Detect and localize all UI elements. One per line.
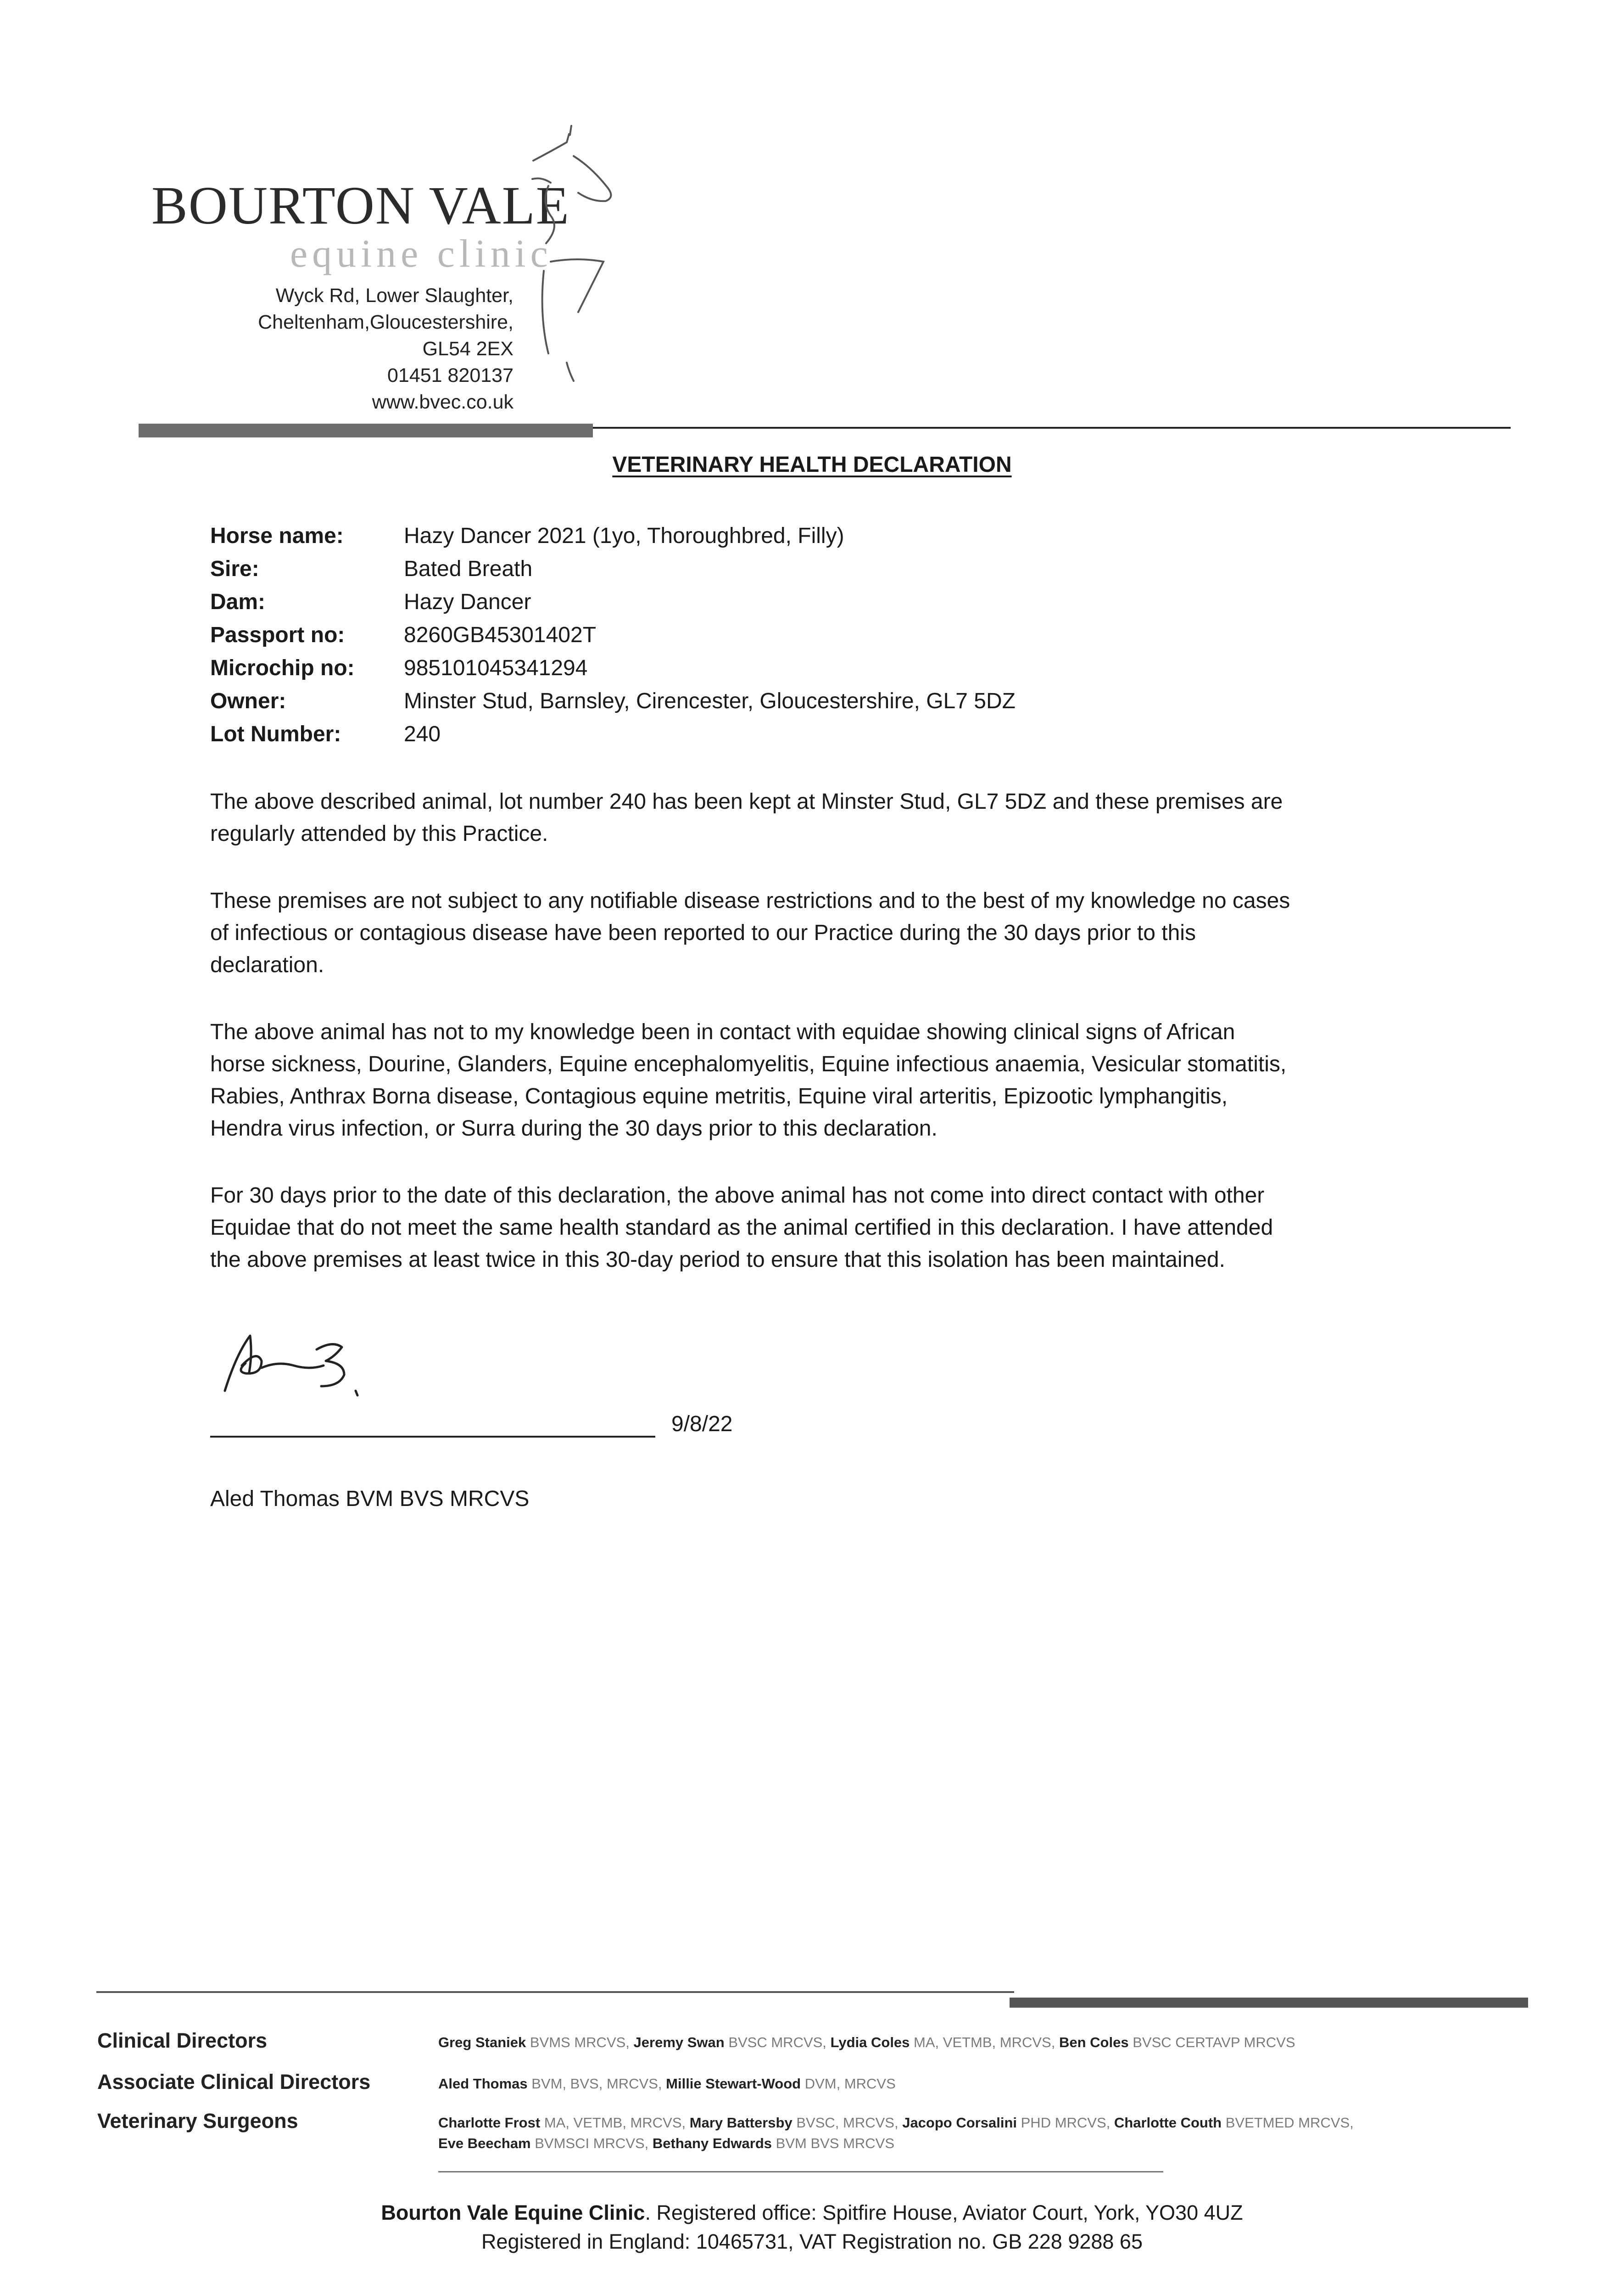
paragraph-line: regularly attended by this Practice.: [210, 822, 548, 846]
handwritten-signature: [218, 1322, 434, 1414]
paragraph-line: These premises are not subject to any notifiable disease restrictions and to the best of my knowledge no cases: [210, 889, 1290, 913]
registered-office-address: . Registered office: Spitfire House, Aviator Court, York, YO30 4UZ: [645, 2201, 1243, 2224]
clinical-directors-label: Clinical Directors: [97, 2029, 268, 2052]
horse-head-logo: [523, 124, 642, 390]
header-rule-thin: [593, 427, 1511, 429]
clinical-directors-list: Greg Staniek BVMS MRCVS, Jeremy Swan BVSC MRCVS, Lydia Coles MA, VETMB, MRCVS, Ben Coles BVSC CERTAVP MRCVS: [438, 2034, 1295, 2050]
header-rule-thick: [139, 424, 593, 437]
dam-label: Dam:: [210, 590, 266, 614]
veterinary-surgeons-list-line1: Charlotte Frost MA, VETMB, MRCVS, Mary Battersby BVSC, MRCVS, Jacopo Corsalini PHD MRCVS, Charlotte Couth BVETMED MRCVS,: [438, 2115, 1354, 2131]
horse-name-label: Horse name:: [210, 524, 344, 548]
footer-rule-thin: [96, 1991, 1014, 1993]
address-line: Cheltenham,Gloucestershire,: [258, 311, 513, 333]
microchip-value: 985101045341294: [404, 656, 588, 680]
associate-directors-list: Aled Thomas BVM, BVS, MRCVS, Millie Stewart-Wood DVM, MRCVS: [438, 2076, 896, 2092]
lot-number-label: Lot Number:: [210, 722, 341, 746]
veterinary-surgeons-list-line2: Eve Beecham BVMSCI MRCVS, Bethany Edwards BVM BVS MRCVS: [438, 2135, 895, 2151]
owner-label: Owner:: [210, 689, 286, 713]
owner-value: Minster Stud, Barnsley, Cirencester, Gloucestershire, GL7 5DZ: [404, 689, 1016, 713]
paragraph-line: Equidae that do not meet the same health standard as the animal certified in this declaration. I have attended: [210, 1215, 1273, 1240]
registered-office: [0, 2201, 1624, 2225]
clinic-address: [258, 282, 513, 415]
footer-rule-mid: [438, 2171, 1163, 2172]
paragraph-line: The above described animal, lot number 240 has been kept at Minster Stud, GL7 5DZ and these premises are: [210, 789, 1283, 814]
clinic-subname: equine clinic: [290, 231, 552, 275]
registration-text: Registered in England: 10465731, VAT Registration no. GB 228 9288 65: [481, 2230, 1143, 2253]
paragraph-line: The above animal has not to my knowledge been in contact with equidae showing clinical signs of African: [210, 1020, 1235, 1044]
passport-value: 8260GB45301402T: [404, 623, 597, 647]
paragraph-line: horse sickness, Dourine, Glanders, Equine encephalomyelitis, Equine infectious anaemia, Vesicular stomatitis,: [210, 1052, 1287, 1076]
address-phone: 01451 820137: [387, 364, 513, 386]
paragraph-line: Rabies, Anthrax Borna disease, Contagious equine metritis, Equine viral arteritis, Epizootic lymphangitis,: [210, 1084, 1228, 1108]
registration-numbers: [0, 2230, 1624, 2254]
sire-value: Bated Breath: [404, 557, 533, 581]
sire-label: Sire:: [210, 557, 259, 581]
paragraph-premises: [210, 786, 1449, 850]
registered-company-name: Bourton Vale Equine Clinic: [381, 2201, 645, 2224]
paragraph-line: declaration.: [210, 953, 324, 977]
paragraph-contact-disease: [210, 1016, 1449, 1145]
veterinary-surgeons-label: Veterinary Surgeons: [97, 2109, 298, 2133]
address-postcode: GL54 2EX: [422, 338, 513, 360]
document-title: VETERINARY HEALTH DECLARATION: [612, 453, 1012, 477]
signature-date: 9/8/22: [671, 1412, 733, 1436]
horse-name-value: Hazy Dancer 2021 (1yo, Thoroughbred, Filly): [404, 524, 844, 548]
associate-directors-label: Associate Clinical Directors: [97, 2070, 371, 2093]
lot-number-value: 240: [404, 722, 441, 746]
signatory-name: Aled Thomas BVM BVS MRCVS: [210, 1487, 530, 1511]
paragraph-line: Hendra virus infection, or Surra during the 30 days prior to this declaration.: [210, 1116, 938, 1141]
paragraph-line: of infectious or contagious disease have been reported to our Practice during the 30 days prior to this: [210, 921, 1196, 945]
address-line: Wyck Rd, Lower Slaughter,: [275, 285, 513, 307]
dam-value: Hazy Dancer: [404, 590, 531, 614]
paragraph-line: For 30 days prior to the date of this declaration, the above animal has not come into direct contact with other: [210, 1183, 1265, 1208]
clinic-name: BOURTON VALE: [151, 175, 570, 235]
paragraph-disease-restrictions: [210, 885, 1449, 981]
microchip-label: Microchip no:: [210, 656, 355, 680]
signature-line: [210, 1436, 655, 1438]
paragraph-isolation: [210, 1180, 1449, 1276]
paragraph-line: the above premises at least twice in this 30-day period to ensure that this isolation has been maintained.: [210, 1248, 1225, 1272]
passport-label: Passport no:: [210, 623, 345, 647]
footer-rule-thick: [1010, 1998, 1528, 2008]
address-website: www.bvec.co.uk: [372, 391, 513, 413]
